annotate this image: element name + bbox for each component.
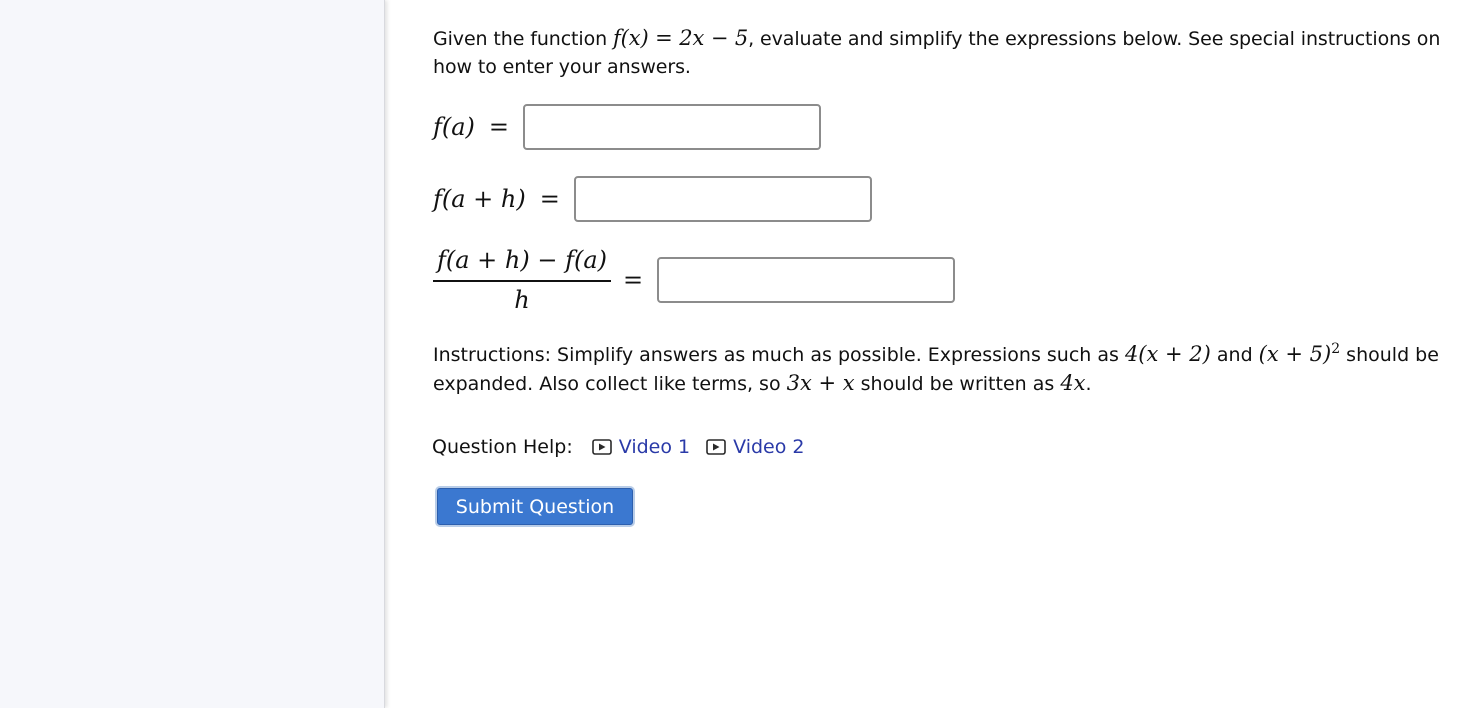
question-prompt [433,24,1478,81]
question-help-label: Question Help: [432,436,573,458]
submit-question-button[interactable]: Submit Question [437,488,633,525]
video-1-label: Video 1 [618,436,691,458]
instructions-part-2: and [1210,344,1259,366]
video-2-link[interactable] [706,436,804,458]
difference-quotient-numerator: f(a + h) − f(a) [433,246,611,282]
play-icon [592,439,612,455]
instructions-expr-2 [1259,342,1340,366]
answer-1-label: f(a) = [433,113,510,141]
answer-2-label: f(a + h) = [433,185,560,213]
instructions-expr-1: 4(x + 2) [1124,342,1211,366]
question-help [432,436,821,458]
difference-quotient-denominator: h [514,286,530,314]
play-icon [706,439,726,455]
instructions-text [433,335,1473,398]
instructions-expr-2-base: (x + 5) [1258,342,1332,366]
video-2-label: Video 2 [733,436,805,458]
answer-2-input[interactable] [574,176,872,222]
answer-row-2 [433,176,872,222]
instructions-expr-4: 4x [1060,371,1086,395]
answer-3-input[interactable] [657,257,955,303]
prompt-text-end: , evaluate and simplify the expressions below. See special instructions on how to enter your answers. [433,28,1441,78]
instructions-part-3: should be expanded. Also collect like terms, so [433,344,1439,395]
answer-row-1 [433,104,821,150]
answer-3-equals: = [623,266,644,294]
answer-1-input[interactable] [523,104,821,150]
instructions-expr-2-power: 2 [1331,341,1341,357]
answer-2-expression: f(a + h) [433,185,526,213]
answer-row-3 [433,246,955,314]
video-1-link[interactable] [592,436,690,458]
function-expression: f(x) = 2x − 5 [613,26,749,50]
left-sidebar [0,0,385,708]
instructions-expr-3: 3x + x [786,371,855,395]
instructions-part-5: . [1085,373,1092,395]
prompt-text-start: Given the function [433,28,613,50]
difference-quotient [433,246,611,314]
instructions-part-1: Instructions: Simplify answers as much as possible. Expressions such as [433,344,1125,366]
instructions-part-4: should be written as [854,373,1061,395]
question-content [432,24,1478,518]
answer-1-expression: f(a) [433,113,475,141]
